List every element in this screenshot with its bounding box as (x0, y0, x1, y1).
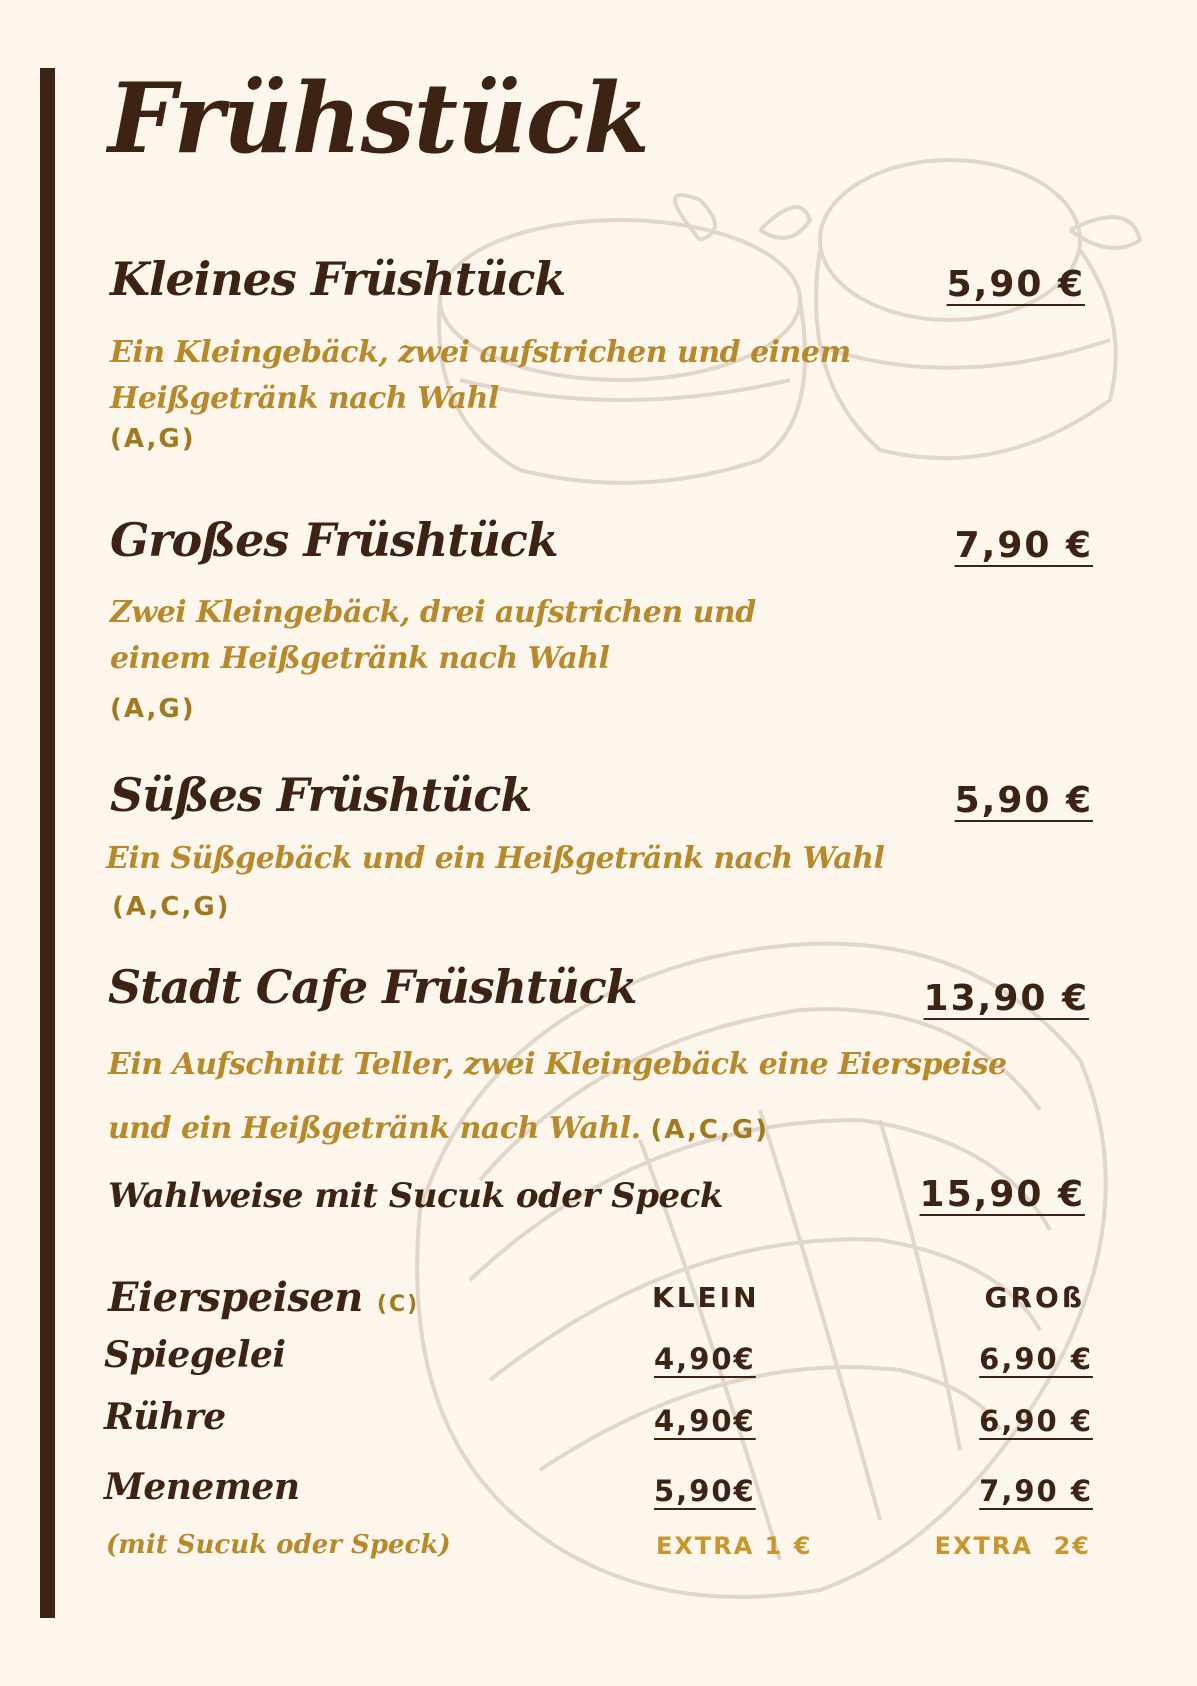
egg-row-price-large: 6,90 € (979, 1404, 1093, 1438)
option-sucuk-speck: Wahlweise mit Sucuk oder Speck (108, 1176, 723, 1216)
egg-row-name: Menemen (104, 1466, 300, 1508)
egg-row-name: Spiegelei (104, 1334, 286, 1376)
item-desc-grosses: Zwei Kleingebäck, drei aufstrichen und einem Heißgetränk nach Wahl (110, 595, 756, 676)
extra-note: (mit Sucuk oder Speck) (106, 1530, 451, 1560)
eggs-allergen: (C) (376, 1292, 420, 1317)
item-allergens-suesses: (A,C,G) (112, 892, 231, 922)
egg-row-price-small: 5,90€ (654, 1474, 756, 1508)
eggs-heading (108, 1274, 419, 1321)
item-price-kleines: 5,90 € (946, 264, 1085, 305)
page-title: Frühstück (108, 62, 649, 175)
item-allergens-grosses: (A,G) (110, 694, 196, 724)
eggs-heading-text: Eierspeisen (108, 1274, 363, 1321)
egg-row-name: Rühre (104, 1396, 226, 1438)
item-name-kleines: Kleines Früshtück (110, 252, 566, 306)
item-name-grosses: Großes Früshtück (110, 513, 558, 567)
item-allergens-kleines: (A,G) (110, 424, 196, 454)
item-price-suesses: 5,90 € (954, 780, 1093, 821)
egg-row-price-large: 7,90 € (979, 1474, 1093, 1508)
item-allergens-stadtcafe: (A,C,G) (650, 1115, 770, 1145)
item-desc-stadtcafe-text: und ein Heißgetränk nach Wahl. (108, 1111, 641, 1146)
item-price-grosses: 7,90 € (954, 525, 1093, 566)
col-head-gross: GROß (984, 1281, 1085, 1314)
option-price: 15,90 € (919, 1174, 1085, 1215)
item-desc-stadtcafe-line1: Ein Aufschnitt Teller, zwei Kleingebäck eine Eierspeise (108, 1047, 1007, 1082)
item-desc-stadtcafe-line2 (108, 1106, 1108, 1153)
extra-price-large: EXTRA 2€ (934, 1532, 1091, 1560)
egg-row-price-small: 4,90€ (654, 1342, 756, 1376)
extra-price-small: EXTRA 1 € (656, 1532, 813, 1560)
item-price-stadtcafe: 13,90 € (923, 978, 1089, 1019)
item-desc-kleines: Ein Kleingebäck, zwei aufstrichen und einem Heißgetränk nach Wahl (110, 335, 851, 416)
egg-row-price-small: 4,90€ (654, 1404, 756, 1438)
sidebar-accent-bar (40, 68, 55, 1618)
egg-row-price-large: 6,90 € (979, 1342, 1093, 1376)
item-name-suesses: Süßes Früshtück (110, 768, 532, 822)
item-desc-suesses: Ein Süßgebäck und ein Heißgetränk nach Wahl (106, 841, 885, 876)
item-name-stadtcafe: Stadt Cafe Früshtück (108, 960, 637, 1014)
col-head-klein: KLEIN (652, 1281, 760, 1314)
